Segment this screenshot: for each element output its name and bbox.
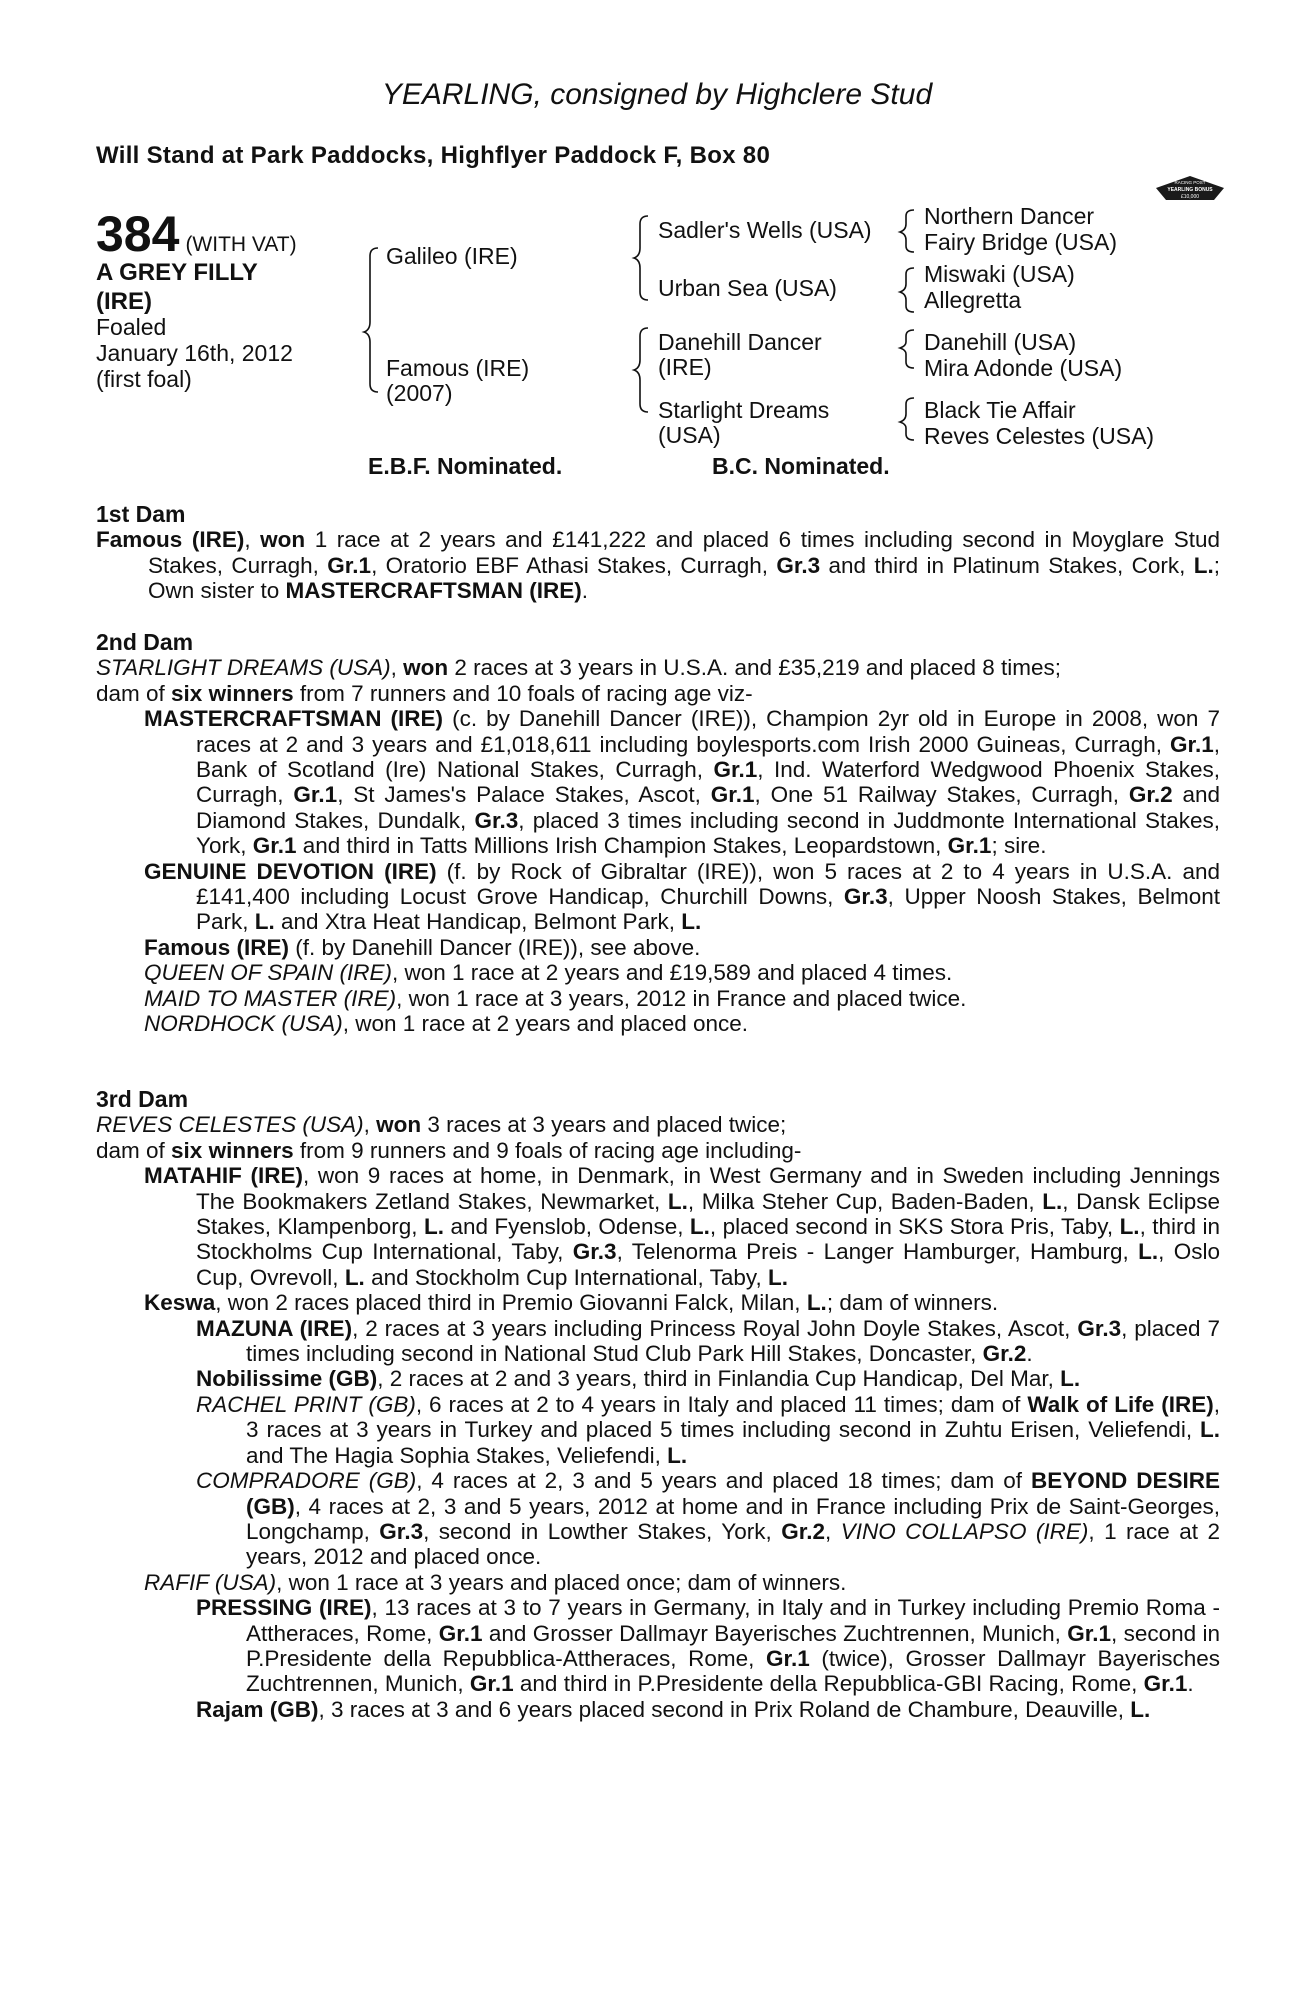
foal-note: (first foal) xyxy=(96,366,192,392)
third-dam-produce-intro: dam of six winners from 9 runners and 9 foals of racing age including- xyxy=(96,1137,802,1163)
produce-matahif: MATAHIF (IRE), won 9 races at home, in Denmark, in West Germany and in Sweden including Jennings The Bookmakers Zetland Stakes, Newmarket, L., Milka Steher Cup, Baden-Baden, L., Dansk Eclipse Stakes, Klampenborg, L. and Fyenslob, Odense, L., placed second in SKS Stora Pris, Taby, L., third in Stockholms Cup International, Taby, Gr.3, Telenorma Preis - Langer Hamburger, Hamburg, L., Oslo Cup, Ovrevoll, L. and Stockholm Cup International, Taby, L. xyxy=(144,1163,1221,1290)
pedigree-dam-sire-line2: (IRE) xyxy=(658,354,712,380)
foaling-info xyxy=(96,314,346,392)
second-dam-section xyxy=(96,630,1220,1037)
horse-name-line2: (IRE) xyxy=(96,288,152,315)
produce-keswa: Keswa, won 2 races placed third in Premio Giovanni Falck, Milan, L.; dam of winners. xyxy=(144,1290,999,1316)
ebf-nominated: E.B.F. Nominated. xyxy=(368,453,563,479)
third-dam-heading: 3rd Dam xyxy=(96,1086,189,1112)
lot-number: 384 xyxy=(96,206,180,262)
badge-amount-text: £10,000 xyxy=(1180,194,1200,200)
horse-name-line1: A GREY FILLY xyxy=(96,259,258,286)
badge-top-text: RACING POST xyxy=(1174,180,1206,185)
foaled-label: Foaled xyxy=(96,314,167,340)
pedigree-sire-sire: Sadler's Wells (USA) xyxy=(658,217,872,243)
produce-genuine-devotion: GENUINE DEVOTION (IRE) (f. by Rock of Gibraltar (IRE)), won 5 races at 2 to 4 years in U.S.A. and £141,400 including Locust Grove Handicap, Churchill Downs, Gr.3, Upper Noosh Stakes, Belmont Park, L. and Xtra Heat Handicap, Belmont Park, L. xyxy=(144,858,1220,935)
produce-rajam: Rajam (GB), 3 races at 3 and 6 years placed second in Prix Roland de Chambure, Deauville, L. xyxy=(196,1696,1151,1722)
produce-compradore: COMPRADORE (GB), 4 races at 2, 3 and 5 years and placed 18 times; dam of BEYOND DESIRE (GB), 4 races at 2, 3 and 5 years, 2012 at home and in France including Prix de Saint-Georges, Longchamp, Gr.3, second in Lowther Stakes, York, Gr.2, VINO COLLAPSO (IRE), 1 race at 2 years, 2012 and placed once. xyxy=(196,1468,1220,1570)
bc-nominated: B.C. Nominated. xyxy=(712,453,890,479)
produce-mastercraftsman: MASTERCRAFTSMAN (IRE) (c. by Danehill Dancer (IRE)), Champion 2yr old in Europe in 2008, won 7 races at 2 and 3 years and £1,018,611 including boylesports.com Irish 2000 Guineas, Curragh, Gr.1, Bank of Scotland (Ire) National Stakes, Curragh, Gr.1, Ind. Waterford Wedgwood Phoenix Stakes, Curragh, Gr.1, St James's Palace Stakes, Ascot, Gr.1, One 51 Railway Stakes, Curragh, Gr.2 and Diamond Stakes, Dundalk, Gr.3, placed 3 times including second in Juddmonte International Stakes, York, Gr.1 and third in Tatts Millions Irish Champion Stakes, Leopardstown, Gr.1; sire. xyxy=(144,706,1221,859)
third-dam-section xyxy=(96,1087,1220,1722)
pedigree-dds: Black Tie Affair xyxy=(924,397,1076,423)
produce-nordhock: NORDHOCK (USA), won 1 race at 2 years and placed once. xyxy=(144,1011,749,1037)
produce-rachel-print: RACHEL PRINT (GB), 6 races at 2 to 4 years in Italy and placed 11 times; dam of Walk of Life (IRE), 3 races at 3 years in Turkey and placed 5 times including second in Zuhtu Erisen, Veliefendi, L. and The Hagia Sophia Stakes, Veliefendi, L. xyxy=(196,1391,1220,1468)
pedigree-ssd: Fairy Bridge (USA) xyxy=(924,229,1117,255)
pedigree-dam-sire-line1: Danehill Dancer xyxy=(658,329,822,355)
produce-queen-of-spain: QUEEN OF SPAIN (IRE), won 1 race at 2 years and £19,589 and placed 4 times. xyxy=(144,960,953,986)
pedigree-dam-name: Famous (IRE) xyxy=(386,355,530,381)
pedigree-dsd: Mira Adonde (USA) xyxy=(924,355,1123,381)
stand-location: Will Stand at Park Paddocks, Highflyer Paddock F, Box 80 xyxy=(96,142,771,169)
yearling-bonus-badge xyxy=(1154,174,1226,204)
pedigree-dam-dam-line2: (USA) xyxy=(658,422,721,448)
first-dam-section xyxy=(96,502,1220,604)
first-dam-paragraph: Famous (IRE), won 1 race at 2 years and £141,222 and placed 6 times including second in Moyglare Stud Stakes, Curragh, Gr.1, Oratorio EBF Athasi Stakes, Curragh, Gr.3 and third in Platinum Stakes, Cork, L.; Own sister to MASTERCRAFTSMAN (IRE). xyxy=(96,527,1220,604)
produce-mazuna: MAZUNA (IRE), 2 races at 3 years including Princess Royal John Doyle Stakes, Ascot, Gr.3, placed 7 times including second in National Stud Club Park Hill Stakes, Doncaster, Gr.2. xyxy=(196,1315,1220,1367)
pedigree-sds: Miswaki (USA) xyxy=(924,261,1075,287)
lot-header xyxy=(96,205,297,263)
produce-nobilissime: Nobilissime (GB), 2 races at 2 and 3 years, third in Finlandia Cup Handicap, Del Mar, L. xyxy=(196,1366,1081,1392)
pedigree-sire: Galileo (IRE) xyxy=(386,243,518,269)
third-dam-paragraph: REVES CELESTES (USA), won 3 races at 3 years and placed twice; xyxy=(96,1112,787,1138)
produce-maid-to-master: MAID TO MASTER (IRE), won 1 race at 3 years, 2012 in France and placed twice. xyxy=(144,985,967,1011)
pedigree-dam-year: (2007) xyxy=(386,380,453,406)
pedigree-dam-dam xyxy=(658,398,829,448)
pedigree-dam xyxy=(386,356,529,406)
pedigree-dss: Danehill (USA) xyxy=(924,329,1077,355)
first-dam-heading: 1st Dam xyxy=(96,501,186,527)
second-dam-paragraph: STARLIGHT DREAMS (USA), won 2 races at 3 years in U.S.A. and £35,219 and placed 8 times; xyxy=(96,655,1061,681)
page-title: YEARLING, consigned by Highclere Stud xyxy=(381,78,933,111)
pedigree-ddd: Reves Celestes (USA) xyxy=(924,423,1155,449)
badge-mid-text: YEARLING BONUS xyxy=(1167,187,1213,193)
produce-famous: Famous (IRE) (f. by Danehill Dancer (IRE)), see above. xyxy=(144,934,701,960)
pedigree-dam-dam-line1: Starlight Dreams xyxy=(658,397,830,423)
second-dam-produce-intro: dam of six winners from 7 runners and 10 foals of racing age viz- xyxy=(96,680,753,706)
pedigree-sdd: Allegretta xyxy=(924,287,1022,313)
pedigree-sss: Northern Dancer xyxy=(924,203,1095,229)
pedigree-dam-sire xyxy=(658,330,822,380)
produce-pressing: PRESSING (IRE), 13 races at 3 to 7 years in Germany, in Italy and in Turkey including Premio Roma - Attheraces, Rome, Gr.1 and Grosser Dallmayr Bayerisches Zuchtrennen, Munich, Gr.1, second in P.Presidente della Repubblica-Attheraces, Rome, Gr.1 (twice), Grosser Dallmayr Bayerisches Zuchtrennen, Munich, Gr.1 and third in P.Presidente della Repubblica-GBI Racing, Rome, Gr.1. xyxy=(196,1595,1220,1697)
pedigree-sire-dam: Urban Sea (USA) xyxy=(658,275,837,301)
horse-description xyxy=(96,258,336,316)
foaled-date: January 16th, 2012 xyxy=(96,340,293,366)
produce-rafif: RAFIF (USA), won 1 race at 3 years and placed once; dam of winners. xyxy=(144,1569,847,1595)
vat-note: (WITH VAT) xyxy=(185,233,297,256)
second-dam-heading: 2nd Dam xyxy=(96,629,194,655)
